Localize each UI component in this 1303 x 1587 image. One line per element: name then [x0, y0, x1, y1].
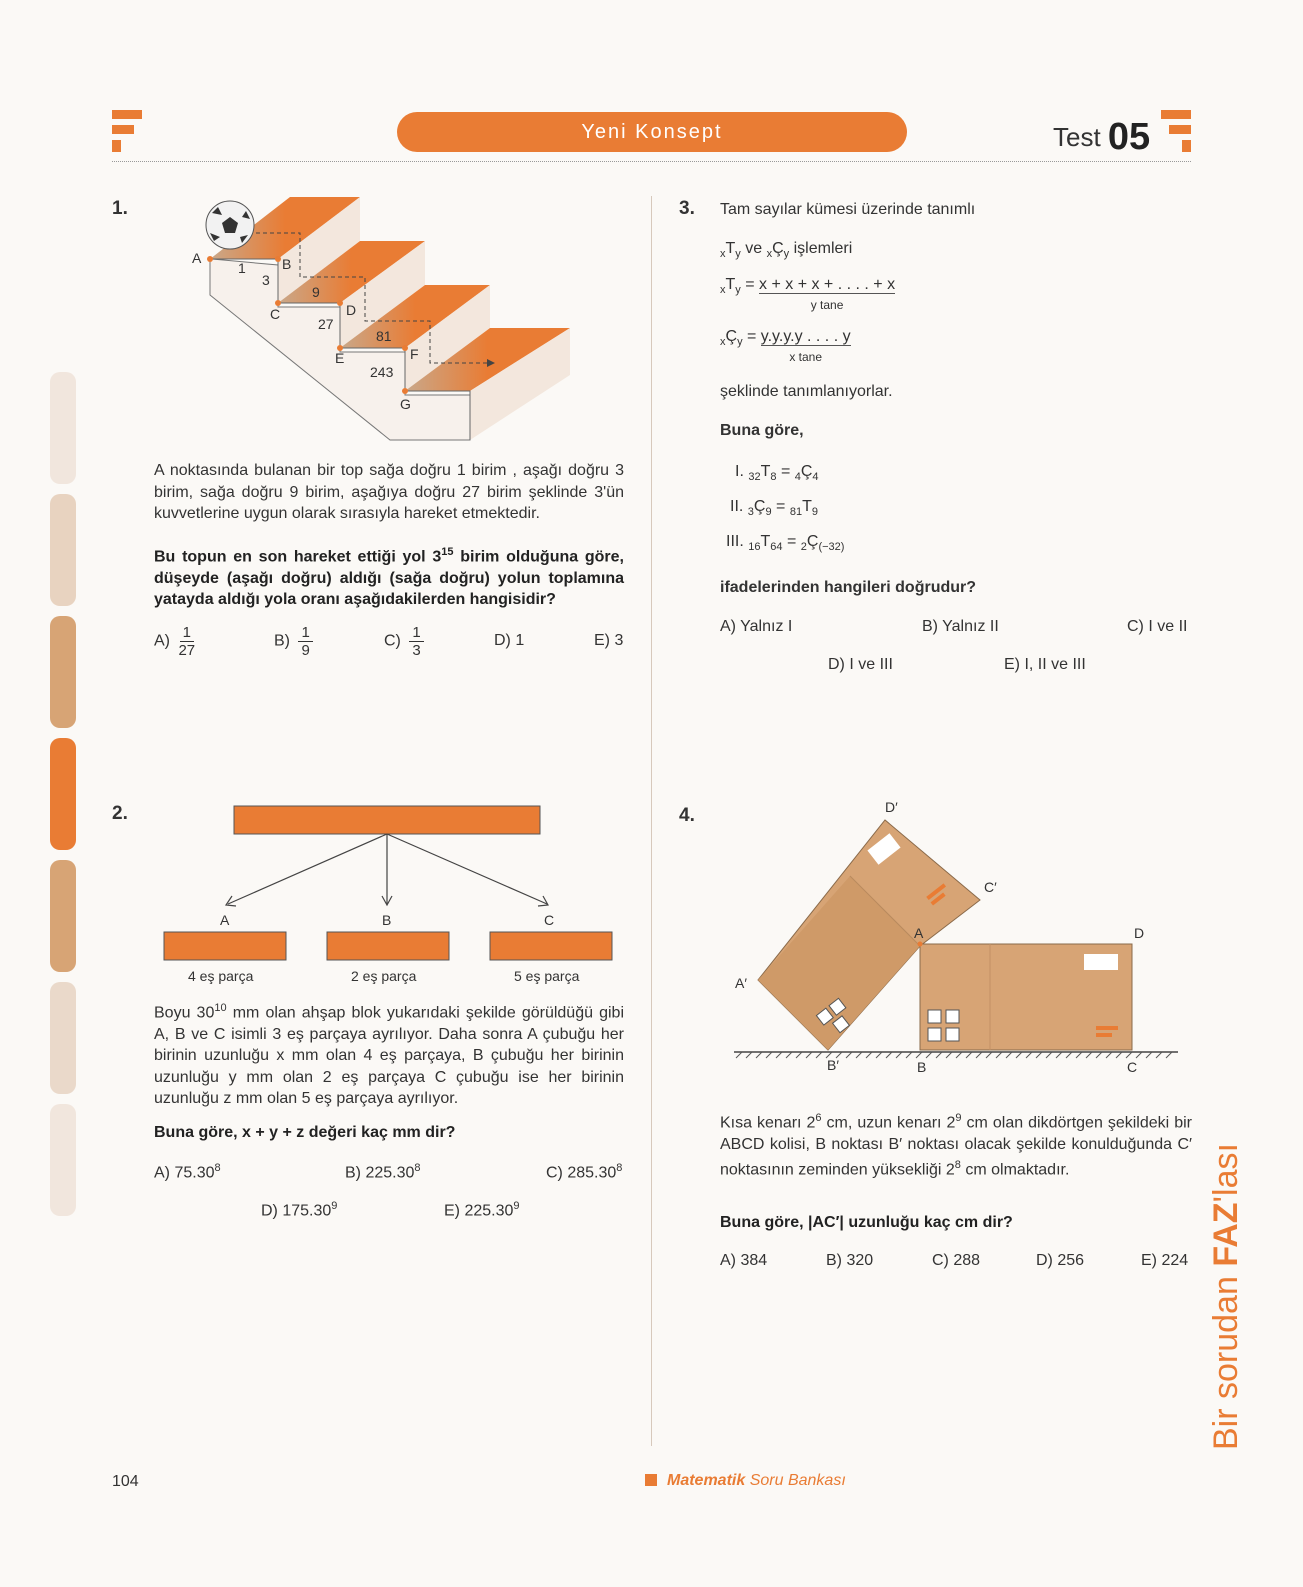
q1-option-b-fraction: [298, 624, 312, 659]
q1-point-label: F: [410, 346, 419, 362]
q1-question-post: birim olduğuna göre, düşeyde (aşağı doğru) aldığı (sağa doğru) yolun toplamına yatayda aldığı yola oranı aşağıdakilerden hangisidir?: [154, 548, 624, 609]
q2-option-a-exp: 8: [214, 1162, 221, 1174]
test-word: Test: [1053, 122, 1101, 152]
q4-number: 4.: [679, 805, 695, 826]
side-slogan-brand: FAZ: [1207, 1202, 1245, 1267]
test-number: 05: [1107, 116, 1151, 158]
footer-square-icon: [645, 1474, 657, 1486]
side-tab: [50, 1104, 76, 1216]
footer-subject: Matematik: [667, 1472, 746, 1489]
side-tab: [50, 372, 76, 484]
q2-option-e-exp: 9: [513, 1200, 520, 1212]
q3-closing: şeklinde tanımlanıyorlar.: [720, 383, 893, 400]
side-tab: [50, 860, 76, 972]
q4-question: Buna göre, |AC′| uzunluğu kaç cm dir?: [720, 1214, 1013, 1231]
header-title: Yeni Konsept: [397, 112, 907, 152]
q1-option-b-num: 1: [298, 624, 312, 642]
q2-option-c-text: C) 285.30: [546, 1164, 617, 1182]
q3-intro: Tam sayılar kümesi üzerinde tanımlı: [720, 201, 976, 218]
q1-option-c-num: 1: [409, 624, 423, 642]
q2-option-e-text: E) 225.30: [444, 1202, 514, 1220]
q1-option-c-label: C): [384, 632, 401, 650]
q1-option-a-label: A): [154, 632, 170, 650]
q1-step-label: 81: [376, 328, 392, 344]
q4-option-d: D) 256: [1036, 1252, 1085, 1269]
q1-option-c-fraction: [409, 624, 423, 659]
q1-number: 1.: [112, 198, 128, 219]
q4-label-c-prime: C′: [984, 879, 997, 895]
q1-option-e: E) 3: [594, 632, 624, 649]
q4-label-a-prime: A′: [735, 975, 747, 991]
q3-def-t-expr: x + x + x + . . . . + x: [759, 276, 896, 293]
q2-wood-block-figure: [160, 800, 620, 990]
q4-option-c: C) 288: [932, 1252, 981, 1269]
q2-option-b-exp: 8: [414, 1162, 421, 1174]
q2-question: Buna göre, x + y + z değeri kaç mm dir?: [154, 1124, 456, 1141]
q1-option-b-den: 9: [301, 642, 310, 659]
q1-point-label: C: [270, 306, 281, 322]
q4-text-part3: cm olan dikdörtgen şekildeki bir ABCD kolisi, B noktası B′ noktası olacak şekilde konulduğunda C′ noktasının zeminden yüksekliği 2: [720, 1114, 1193, 1179]
q3-option-d: D) I ve III: [828, 656, 893, 673]
q4-text-exp2: 9: [955, 1112, 962, 1124]
q2-number: 2.: [112, 803, 128, 824]
q2-text-post: mm olan ahşap blok yukarıdaki şekilde görüldüğü gibi A, B ve C isimli 3 eş parçaya ayrılıyor. Daha sonra A çubuğu her birinin uzunluğu x mm olan 4 eş parçaya, B çubuğu her birinin uzunluğu y mm olan 2 eş parçaya C çubuğu ise her birinin uzunluğu z mm olan 5 eş parçaya ayrılıyor.: [154, 1004, 624, 1108]
q3-ops-ve: ve: [745, 240, 763, 257]
q3-def-t: $_xT_y = x + x + x$ + . . . . + x y tane: [720, 276, 896, 312]
test-label: [1053, 116, 1150, 159]
q4-option-b: B) 320: [826, 1252, 874, 1269]
side-slogan: [1207, 1120, 1251, 1450]
q2-option-d: [261, 1200, 337, 1220]
q1-point-label: E: [335, 350, 345, 366]
side-tab: [50, 982, 76, 1094]
q1-option-c: [384, 624, 424, 659]
q3-number: 3.: [679, 198, 695, 219]
q4-label-c: C: [1127, 1059, 1138, 1075]
q3-ops-word: işlemleri: [793, 240, 853, 257]
q3-def-c-under: x tane: [789, 350, 823, 364]
side-slogan-prefix: Bir sorudan: [1207, 1266, 1245, 1450]
q4-label-b-prime: B′: [827, 1057, 839, 1073]
q1-option-a: [154, 624, 195, 659]
q1-question: [154, 542, 624, 611]
q1-option-a-fraction: [178, 624, 195, 659]
q3-question: ifadelerinden hangileri doğrudur?: [720, 579, 977, 596]
q1-point-label: G: [400, 396, 411, 412]
q2-option-a: [154, 1162, 221, 1182]
q3-option-c: C) I ve II: [1127, 618, 1188, 635]
q3-statement-iii: III. $_{16}T_{64}$ = $_2Ç_{(-32)}$: [726, 533, 845, 554]
side-slogan-suffix: 'lası: [1207, 1143, 1245, 1203]
q3-def-c-expr: y.y.y.y . . . . y: [760, 328, 851, 345]
column-divider: [651, 196, 652, 1446]
header-divider: [112, 161, 1191, 162]
q3-lead: Buna göre,: [720, 422, 804, 439]
q2-option-c: [546, 1162, 622, 1182]
brand-logo-icon: [1161, 110, 1191, 152]
q2-option-e: [444, 1200, 520, 1220]
q3-statement-ii-label: II.: [730, 498, 744, 515]
q1-staircase-figure: [190, 195, 600, 450]
q4-option-a: A) 384: [720, 1252, 768, 1269]
q1-option-c-den: 3: [412, 642, 421, 659]
q4-text-exp1: 6: [815, 1112, 822, 1124]
q1-step-label: 27: [318, 316, 334, 332]
q3-option-e: E) I, II ve III: [1004, 656, 1086, 673]
q1-step-label: 1: [238, 260, 246, 276]
q3-statement-ii: II. $_3Ç_9 = _{81}T_9$: [730, 498, 818, 519]
q3-statement-i: I. $_{32}T_8$ = $_4Ç_4$: [735, 463, 819, 484]
q2-text-exponent: 10: [214, 1002, 227, 1014]
q3-option-a: A) Yalnız I: [720, 618, 793, 635]
q4-label-d: D: [1134, 925, 1145, 941]
q1-question-exponent: 15: [441, 546, 454, 558]
q4-text-part2: cm, uzun kenarı 2: [821, 1114, 956, 1132]
q3-def-c: $_xÇ_y = y.y.y.y$ . . . . y x tane: [720, 328, 851, 364]
q4-text-exp3: 8: [954, 1159, 961, 1172]
side-tab-active: [50, 738, 76, 850]
q3-statement-iii-label: III.: [726, 533, 744, 550]
q1-option-b: [274, 624, 313, 659]
q1-option-b-label: B): [274, 632, 290, 650]
q1-question-pre: Bu topun en son hareket ettiği yol 3: [154, 548, 442, 566]
q4-label-a: A: [914, 925, 924, 941]
q1-option-a-num: 1: [180, 624, 194, 642]
footer-brand: [645, 1472, 846, 1490]
q2-option-b: [345, 1162, 421, 1182]
q3-option-b: B) Yalnız II: [922, 618, 999, 635]
q2-rod-b-parts: 2 eş parça: [351, 968, 417, 984]
q1-point-label: D: [346, 302, 357, 318]
q1-step-label: 9: [312, 284, 320, 300]
side-tab: [50, 494, 76, 606]
q3-statement-i-label: I.: [735, 463, 744, 480]
q1-option-a-den: 27: [178, 642, 196, 659]
q2-option-d-text: D) 175.30: [261, 1202, 332, 1220]
q4-label-d-prime: D′: [885, 800, 898, 815]
q2-option-b-text: B) 225.30: [345, 1164, 415, 1182]
q2-rod-b-label: B: [382, 912, 392, 928]
page-number: 104: [112, 1473, 139, 1490]
q2-option-d-exp: 9: [331, 1200, 338, 1212]
side-tab: [50, 616, 76, 728]
q3-def-t-under: y tane: [810, 298, 844, 312]
q1-point-label: A: [192, 250, 202, 266]
q4-text: [720, 1108, 1192, 1181]
q1-point-label: B: [282, 256, 292, 272]
q2-rod-c-label: C: [544, 912, 555, 928]
q3-operations-line: $_xT_y$ ve $_xÇ_y$ işlemleri: [720, 240, 853, 261]
football-icon: [206, 201, 254, 249]
q1-step-label: 3: [262, 272, 270, 288]
q2-option-a-text: A) 75.30: [154, 1164, 215, 1182]
q1-text: A noktasında bulanan bir top sağa doğru 1 birim , aşağı doğru 3 birim, sağa doğru 9 birim, aşağıya doğru 27 birim şeklinde 3'ün kuvvetlerine uygun olarak sırasıyla hareket etmektedir.: [154, 462, 624, 522]
q2-text-pre: Boyu 30: [154, 1004, 215, 1022]
q2-option-c-exp: 8: [616, 1162, 623, 1174]
q4-option-e: E) 224: [1141, 1252, 1189, 1269]
q4-box-figure: [730, 800, 1180, 1090]
q2-rod-a-label: A: [220, 912, 230, 928]
q2-rod-a-parts: 4 eş parça: [188, 968, 254, 984]
q1-option-d: D) 1: [494, 632, 525, 649]
footer-book: Soru Bankası: [749, 1472, 846, 1489]
brand-logo-icon: [112, 110, 142, 152]
q4-text-part4: cm olmaktadır.: [960, 1161, 1070, 1179]
q4-text-part1: Kısa kenarı 2: [720, 1114, 816, 1132]
q2-text: [154, 998, 624, 1110]
q1-step-label: 243: [370, 364, 394, 380]
q4-label-b: B: [917, 1059, 927, 1075]
q2-rod-c-parts: 5 eş parça: [514, 968, 580, 984]
